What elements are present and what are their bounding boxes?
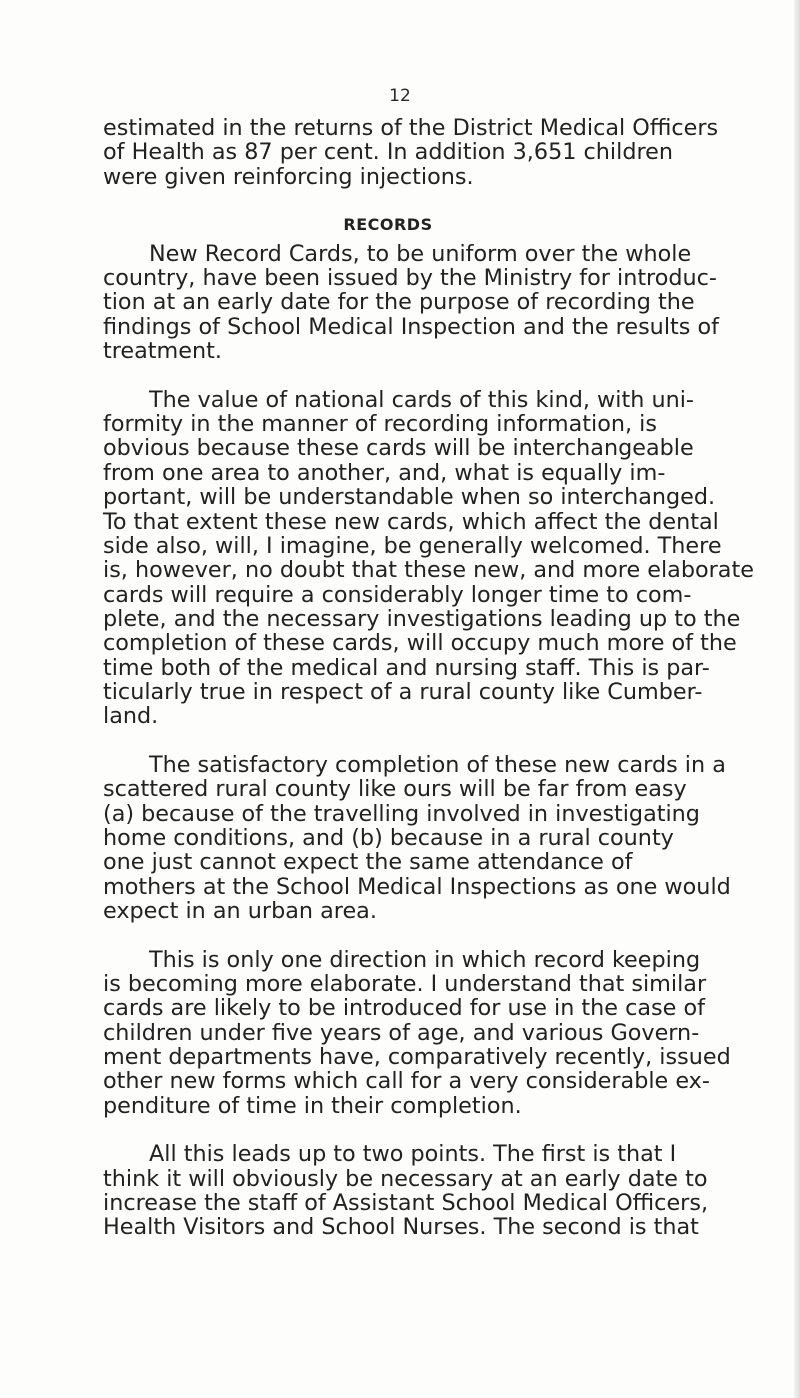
paragraph-1 bbox=[103, 242, 783, 364]
text-line: increase the staff of Assistant School Medical Officers, bbox=[103, 1190, 709, 1217]
text-line: of Health as 87 per cent. In addition 3,651 children bbox=[103, 139, 673, 166]
text-line: (a) because of the travelling involved in investigating bbox=[103, 800, 700, 827]
text-line: from one area to another, and, what is equally im- bbox=[103, 459, 666, 486]
paragraph-2 bbox=[103, 388, 783, 729]
text-line: penditure of time in their completion. bbox=[103, 1092, 522, 1119]
text-line: estimated in the returns of the District Medical Officers bbox=[103, 115, 719, 141]
intro-paragraph bbox=[103, 116, 783, 189]
body-text bbox=[103, 116, 783, 1240]
text-line: time both of the medical and nursing staff. This is par- bbox=[103, 654, 710, 681]
text-line: were given reinforcing injections. bbox=[103, 163, 474, 190]
text-line: New Record Cards, to be uniform over the whole bbox=[149, 240, 692, 267]
text-line: side also, will, I imagine, be generally welcomed. There bbox=[103, 532, 722, 559]
section-heading: RECORDS bbox=[343, 215, 433, 235]
text-line: scattered rural county like ours will be far from easy bbox=[103, 776, 687, 803]
text-line: one just cannot expect the same attendance of bbox=[103, 849, 633, 876]
text-line: treatment. bbox=[103, 338, 222, 365]
text-line: think it will obviously be necessary at an early date to bbox=[103, 1165, 708, 1192]
text-line: home conditions, and (b) because in a rural county bbox=[103, 824, 674, 851]
text-line: ticularly true in respect of a rural county like Cumber- bbox=[103, 678, 703, 705]
page-edge-shadow bbox=[794, 0, 800, 1398]
text-line: portant, will be understandable when so interchanged. bbox=[103, 484, 716, 511]
page-number: 12 bbox=[389, 86, 411, 106]
text-line: ment departments have, comparatively recently, issued bbox=[103, 1044, 731, 1071]
text-line: All this leads up to two points. The first is that I bbox=[149, 1141, 677, 1168]
text-line: obvious because these cards will be interchangeable bbox=[103, 435, 694, 462]
text-line: expect in an urban area. bbox=[103, 898, 377, 924]
text-line: cards will require a considerably longer time to com- bbox=[103, 581, 692, 608]
text-line: To that extent these new cards, which affect the dental bbox=[103, 508, 719, 535]
text-line: The satisfactory completion of these new cards in a bbox=[149, 751, 726, 778]
spacer bbox=[103, 729, 783, 753]
text-line: mothers at the School Medical Inspections as one would bbox=[103, 873, 731, 900]
text-line: country, have been issued by the Ministry for introduc- bbox=[103, 265, 717, 292]
text-line: is, however, no doubt that these new, and more elaborate bbox=[103, 557, 754, 584]
spacer bbox=[103, 363, 783, 387]
text-line: children under five years of age, and various Govern- bbox=[103, 1019, 700, 1046]
text-line: findings of School Medical Inspection and the results of bbox=[103, 313, 719, 340]
text-line: plete, and the necessary investigations leading up to the bbox=[103, 605, 741, 632]
text-line: The value of national cards of this kind, with uni- bbox=[149, 386, 694, 413]
text-line: land. bbox=[103, 703, 159, 730]
text-line: other new forms which call for a very considerable ex- bbox=[103, 1068, 710, 1095]
text-line: cards are likely to be introduced for use in the case of bbox=[103, 995, 705, 1022]
text-line: tion at an early date for the purpose of recording the bbox=[103, 289, 695, 316]
paragraph-3 bbox=[103, 753, 783, 923]
text-line: This is only one direction in which record keeping bbox=[149, 946, 701, 973]
spacer bbox=[103, 189, 783, 213]
text-line: is becoming more elaborate. I understand that similar bbox=[103, 971, 707, 998]
paragraph-4 bbox=[103, 948, 783, 1118]
spacer bbox=[103, 923, 783, 947]
text-line: formity in the manner of recording information, is bbox=[103, 411, 657, 438]
paragraph-5 bbox=[103, 1142, 783, 1239]
text-line: Health Visitors and School Nurses. The second is that bbox=[103, 1214, 699, 1241]
spacer bbox=[103, 1118, 783, 1142]
text-line: completion of these cards, will occupy much more of the bbox=[103, 630, 737, 657]
